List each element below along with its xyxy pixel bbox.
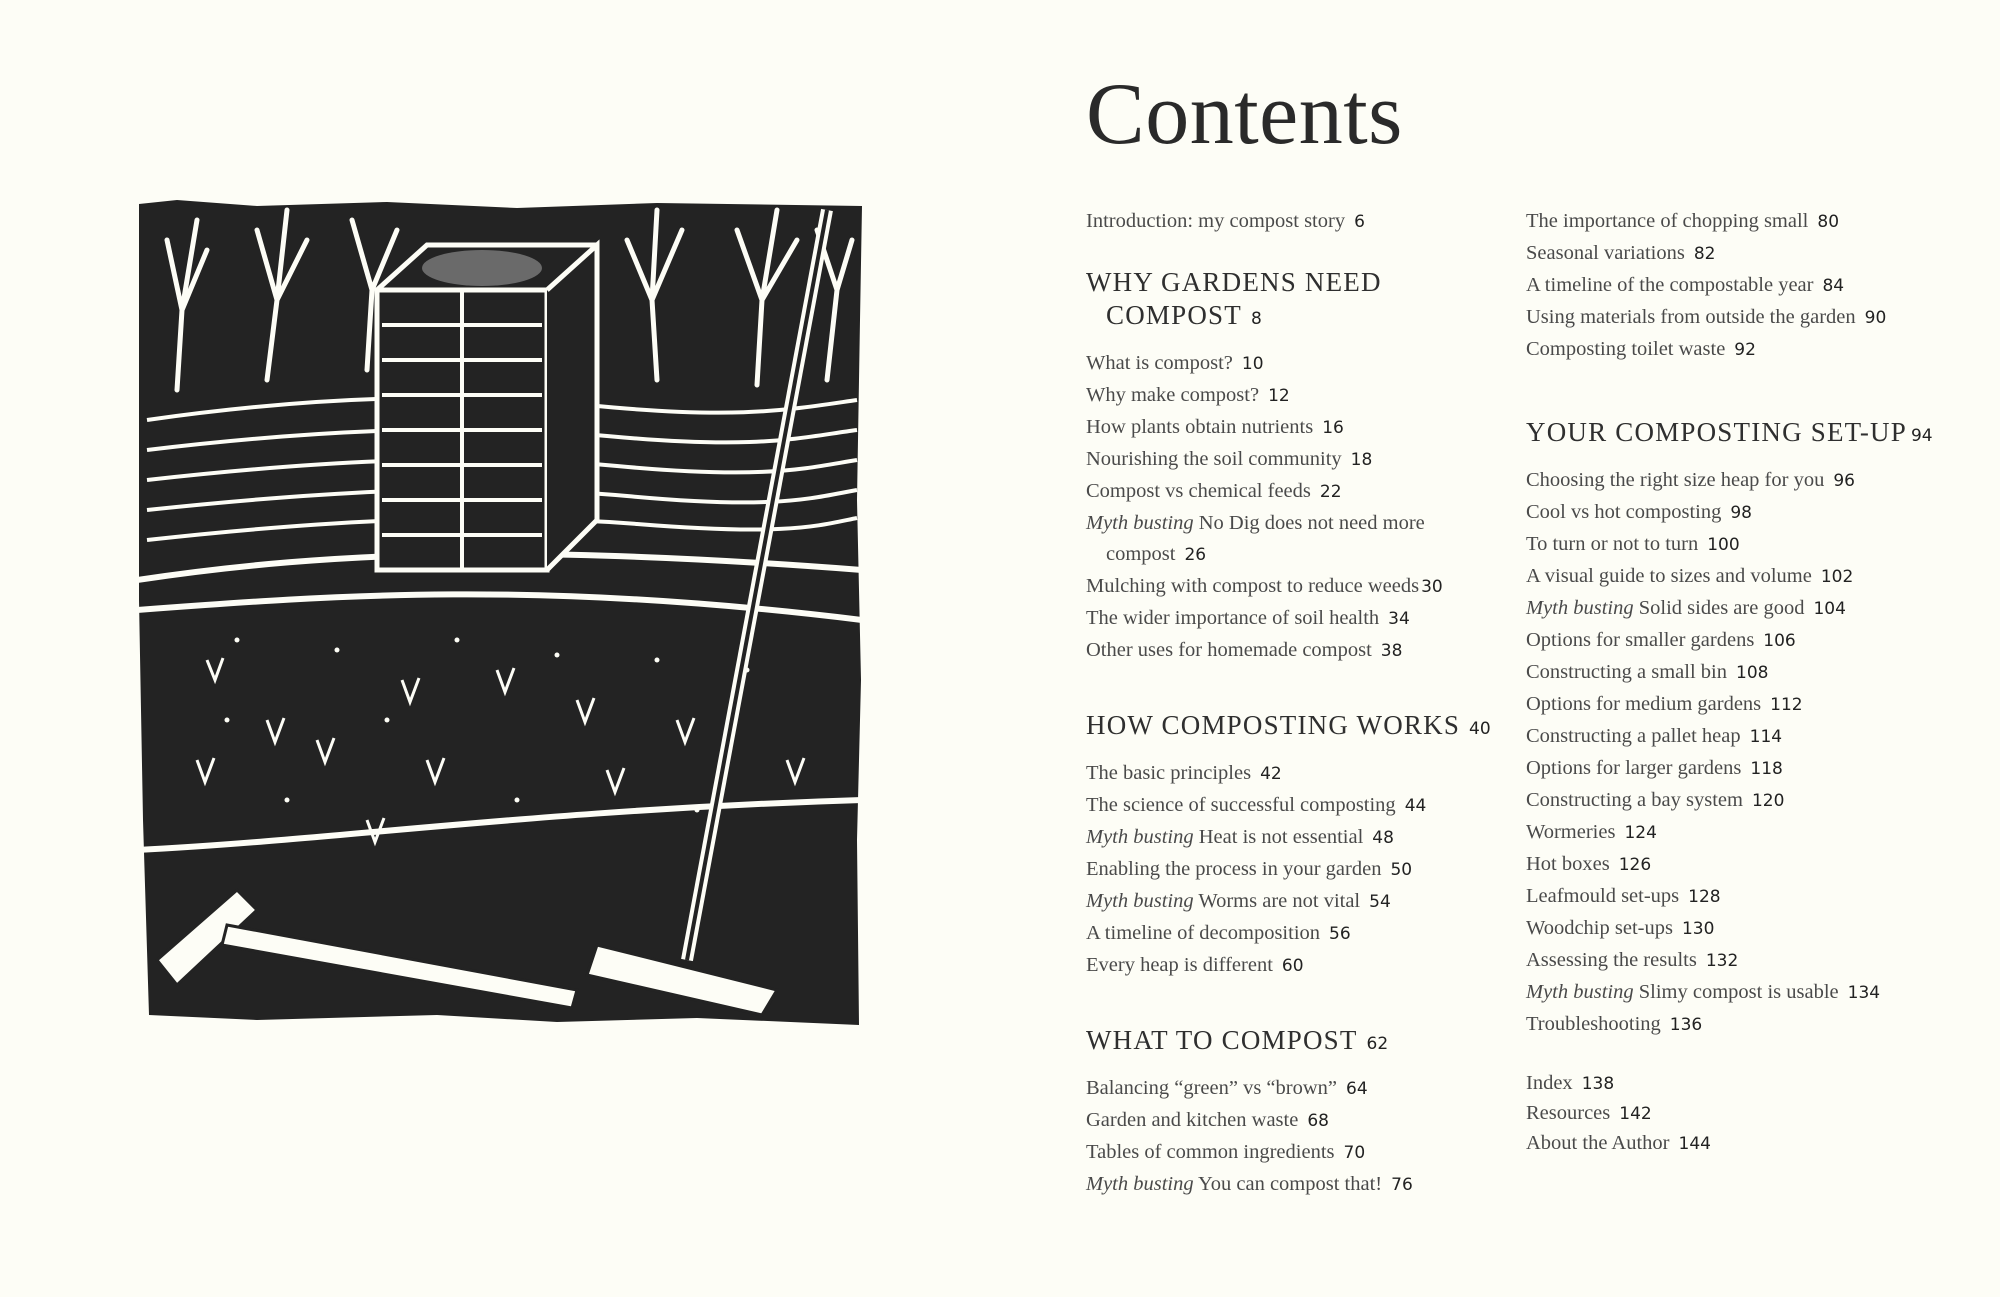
- toc-page-number: 82: [1693, 244, 1716, 264]
- toc-page-number: 90: [1864, 308, 1887, 328]
- toc-page-number: 16: [1322, 418, 1344, 438]
- toc-entry[interactable]: [1086, 412, 1526, 444]
- toc-page-number: 142: [1619, 1104, 1652, 1124]
- toc-page-number: 38: [1380, 641, 1403, 661]
- toc-entry-label: A timeline of the compostable year: [1526, 274, 1814, 296]
- toc-entry-label: Introduction: my compost story: [1086, 210, 1346, 232]
- toc-entry-label: Mulching with compost to reduce weeds: [1086, 575, 1420, 597]
- myth-busting-label: Myth busting: [1086, 1173, 1194, 1195]
- toc-entry-label: You can compost that!: [1198, 1173, 1383, 1195]
- toc-entry[interactable]: [1086, 476, 1526, 508]
- toc-page-number: 64: [1346, 1079, 1368, 1099]
- toc-page-number: 118: [1750, 759, 1783, 779]
- toc-entry-label: Index: [1526, 1072, 1573, 1094]
- linocut-illustration: [137, 200, 862, 1025]
- toc-entry[interactable]: [1086, 918, 1526, 950]
- toc-entry[interactable]: [1526, 238, 1966, 270]
- toc-page-number: 30: [1421, 577, 1443, 597]
- toc-entry-myth-busting[interactable]: [1086, 508, 1496, 571]
- toc-page-number: 144: [1678, 1134, 1711, 1154]
- toc-page-number: 124: [1624, 823, 1657, 843]
- toc-entry-label: Cool vs hot composting: [1526, 501, 1722, 523]
- toc-page-number: 8: [1250, 309, 1262, 329]
- toc-entry[interactable]: [1526, 849, 1966, 881]
- toc-entry-label: Garden and kitchen waste: [1086, 1109, 1299, 1131]
- toc-entry-resources[interactable]: [1526, 1099, 1966, 1129]
- toc-page-number: 62: [1366, 1034, 1389, 1054]
- toc-entry-label: Choosing the right size heap for you: [1526, 469, 1825, 491]
- toc-entry-label: Woodchip set-ups: [1526, 917, 1673, 939]
- toc-entry[interactable]: [1526, 913, 1966, 945]
- compost-bin-shape: [377, 245, 597, 570]
- section-heading-how-composting-works[interactable]: [1086, 709, 1526, 746]
- section-heading-label: HOW COMPOSTING WORKS: [1086, 710, 1461, 740]
- section-heading-label: WHY GARDENS NEED COMPOST: [1086, 267, 1382, 330]
- toc-entry-label: A visual guide to sizes and volume: [1526, 565, 1812, 587]
- toc-entry-myth-busting[interactable]: [1526, 977, 1966, 1009]
- toc-entry[interactable]: [1086, 603, 1526, 635]
- myth-busting-label: Myth busting: [1526, 981, 1634, 1003]
- toc-entry-index[interactable]: [1526, 1069, 1966, 1099]
- toc-entry[interactable]: [1086, 950, 1526, 982]
- toc-page-number: 12: [1268, 386, 1290, 406]
- toc-page-number: 92: [1734, 340, 1756, 360]
- toc-entry-label: Using materials from outside the garden: [1526, 306, 1856, 328]
- toc-entry[interactable]: [1526, 529, 1966, 561]
- toc-entry-myth-busting[interactable]: [1086, 886, 1526, 918]
- toc-entry[interactable]: [1526, 302, 1966, 334]
- section-heading-what-to-compost[interactable]: [1086, 1024, 1526, 1061]
- toc-entry-label: Constructing a bay system: [1526, 789, 1743, 811]
- toc-entry-label: Options for medium gardens: [1526, 693, 1762, 715]
- toc-entry-label: Slimy compost is usable: [1638, 981, 1839, 1003]
- toc-page-number: 126: [1618, 855, 1652, 875]
- toc-entry-label: Seasonal variations: [1526, 242, 1685, 264]
- toc-entry[interactable]: [1526, 753, 1966, 785]
- toc-entry[interactable]: [1526, 625, 1966, 657]
- toc-entry-label: Wormeries: [1526, 821, 1616, 843]
- toc-page-number: 56: [1329, 924, 1351, 944]
- toc-entry-label: Tables of common ingredients: [1086, 1141, 1335, 1163]
- toc-entry-label: Solid sides are good: [1638, 597, 1805, 619]
- toc-entry-label: Heat is not essential: [1198, 826, 1364, 848]
- spacer: [1526, 1041, 1966, 1069]
- toc-page-number: 68: [1307, 1111, 1329, 1131]
- toc-entry-label: Other uses for homemade compost: [1086, 639, 1372, 661]
- section-heading-why-gardens-need-compost[interactable]: [1086, 266, 1526, 336]
- toc-entry[interactable]: [1526, 206, 1966, 238]
- toc-page-number: 22: [1319, 482, 1342, 502]
- toc-entry-label: Compost vs chemical feeds: [1086, 480, 1311, 502]
- toc-entry-myth-busting[interactable]: [1086, 1169, 1526, 1201]
- toc-entry-label: The science of successful composting: [1086, 794, 1396, 816]
- toc-entry-label: Assessing the results: [1526, 949, 1697, 971]
- toc-page-number: 136: [1669, 1015, 1703, 1035]
- toc-page-number: 34: [1388, 609, 1410, 629]
- toc-page-number: 80: [1817, 212, 1840, 232]
- toc-entry-label: Worms are not vital: [1198, 890, 1361, 912]
- toc-entry[interactable]: [1526, 270, 1966, 302]
- toc-entry[interactable]: [1086, 1073, 1526, 1105]
- section-heading-your-composting-set-up[interactable]: [1526, 416, 1966, 453]
- toc-entry-myth-busting[interactable]: [1086, 822, 1526, 854]
- toc-entry-label: The wider importance of soil health: [1086, 607, 1380, 629]
- toc-entry[interactable]: [1526, 334, 1966, 366]
- toc-page-number: 10: [1241, 354, 1264, 374]
- toc-entry[interactable]: [1526, 945, 1966, 977]
- toc-page-number: 138: [1581, 1074, 1615, 1094]
- toc-entry[interactable]: [1526, 1009, 1966, 1041]
- toc-page-number: 42: [1260, 764, 1282, 784]
- toc-entry-label: Why make compost?: [1086, 384, 1260, 406]
- contents-column-left: [1086, 206, 1526, 1201]
- toc-page-number: 102: [1820, 567, 1854, 587]
- toc-entry-label: Nourishing the soil community: [1086, 448, 1342, 470]
- section-heading-label: WHAT TO COMPOST: [1086, 1025, 1358, 1055]
- toc-page-number: 60: [1281, 956, 1304, 976]
- toc-page-number: 106: [1763, 631, 1796, 651]
- contents-column-right: [1526, 206, 1966, 1159]
- toc-page-number: 100: [1707, 535, 1740, 555]
- toc-entry-introduction[interactable]: [1086, 206, 1526, 238]
- toc-entry-label: Hot boxes: [1526, 853, 1610, 875]
- toc-page-number: 84: [1822, 276, 1845, 296]
- toc-entry[interactable]: [1526, 657, 1966, 689]
- toc-page-number: 76: [1391, 1175, 1413, 1195]
- toc-entry-label: Resources: [1526, 1102, 1611, 1124]
- toc-entry[interactable]: [1526, 785, 1966, 817]
- myth-busting-label: Myth busting: [1086, 512, 1194, 534]
- toc-page-number: 48: [1372, 828, 1394, 848]
- section-heading-label: YOUR COMPOSTING SET-UP: [1526, 417, 1907, 447]
- toc-entry[interactable]: [1086, 1105, 1526, 1137]
- toc-entry-label: Leafmould set-ups: [1526, 885, 1680, 907]
- toc-entry-label: Constructing a pallet heap: [1526, 725, 1741, 747]
- toc-entry[interactable]: [1526, 561, 1966, 593]
- toc-entry-label: Every heap is different: [1086, 954, 1273, 976]
- toc-entry-label: The importance of chopping small: [1526, 210, 1809, 232]
- toc-page-number: 6: [1354, 212, 1365, 232]
- toc-entry[interactable]: [1086, 571, 1526, 603]
- toc-entry-label: Troubleshooting: [1526, 1013, 1661, 1035]
- myth-busting-label: Myth busting: [1526, 597, 1634, 619]
- toc-page-number: 54: [1369, 892, 1391, 912]
- toc-page-number: 94: [1910, 426, 1933, 446]
- toc-page-number: 128: [1688, 887, 1721, 907]
- toc-page-number: 112: [1770, 695, 1803, 715]
- toc-entry[interactable]: [1086, 380, 1526, 412]
- toc-entry-label: Composting toilet waste: [1526, 338, 1726, 360]
- toc-entry-label: About the Author: [1526, 1132, 1670, 1154]
- toc-entry-label: Options for larger gardens: [1526, 757, 1742, 779]
- toc-entry-label: Options for smaller gardens: [1526, 629, 1755, 651]
- toc-entry-label: What is compost?: [1086, 352, 1233, 374]
- toc-page-number: 120: [1751, 791, 1785, 811]
- toc-page-number: 50: [1390, 860, 1413, 880]
- toc-entry[interactable]: [1086, 444, 1526, 476]
- toc-entry-label: How plants obtain nutrients: [1086, 416, 1314, 438]
- toc-page-number: 40: [1469, 719, 1491, 739]
- toc-entry[interactable]: [1086, 758, 1526, 790]
- myth-busting-label: Myth busting: [1086, 826, 1194, 848]
- toc-page-number: 104: [1813, 599, 1846, 619]
- toc-entry[interactable]: [1526, 881, 1966, 913]
- toc-page-number: 70: [1343, 1143, 1366, 1163]
- toc-entry[interactable]: [1526, 497, 1966, 529]
- myth-busting-label: Myth busting: [1086, 890, 1194, 912]
- toc-page-number: 18: [1350, 450, 1373, 470]
- toc-page-number: 98: [1730, 503, 1752, 523]
- toc-entry[interactable]: [1086, 348, 1526, 380]
- toc-entry-about-author[interactable]: [1526, 1129, 1966, 1159]
- toc-entry-label: Constructing a small bin: [1526, 661, 1727, 683]
- toc-entry[interactable]: [1086, 1137, 1526, 1169]
- toc-entry[interactable]: [1086, 854, 1526, 886]
- toc-entry[interactable]: [1526, 721, 1966, 753]
- toc-entry-label: Enabling the process in your garden: [1086, 858, 1382, 880]
- toc-entry[interactable]: [1086, 635, 1526, 667]
- compost-garden-print: [137, 200, 862, 1025]
- toc-entry-label: The basic principles: [1086, 762, 1252, 784]
- toc-page-number: 134: [1847, 983, 1881, 1003]
- toc-page-number: 114: [1749, 727, 1783, 747]
- toc-page-number: 132: [1705, 951, 1739, 971]
- page-title: Contents: [1086, 66, 1403, 163]
- toc-entry-myth-busting[interactable]: [1526, 593, 1966, 625]
- toc-page-number: 96: [1833, 471, 1855, 491]
- toc-page-number: 130: [1681, 919, 1715, 939]
- toc-page-number: 108: [1736, 663, 1769, 683]
- toc-entry[interactable]: [1086, 790, 1526, 822]
- toc-page-number: 44: [1404, 796, 1427, 816]
- toc-entry[interactable]: [1526, 465, 1966, 497]
- toc-page-number: 26: [1184, 545, 1207, 565]
- toc-entry-label: A timeline of decomposition: [1086, 922, 1321, 944]
- toc-entry-label: Balancing “green” vs “brown”: [1086, 1077, 1338, 1099]
- toc-entry-label: To turn or not to turn: [1526, 533, 1699, 555]
- toc-entry[interactable]: [1526, 817, 1966, 849]
- toc-entry[interactable]: [1526, 689, 1966, 721]
- toc-entry-label: No Dig does not need more compost: [1106, 512, 1425, 565]
